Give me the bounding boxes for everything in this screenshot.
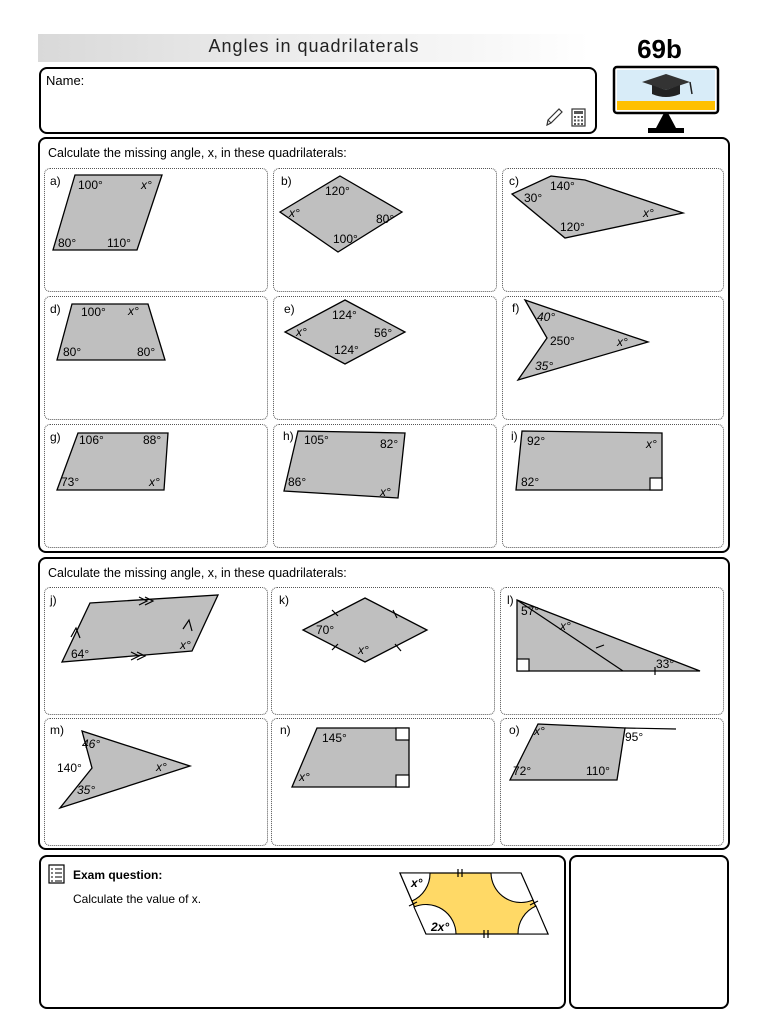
angle-a-1: 100° <box>78 178 103 192</box>
section-1-instruction: Calculate the missing angle, x, in these quadrilaterals: <box>48 146 347 160</box>
angle-i-2: x° <box>646 437 657 451</box>
angle-b-2: x° <box>289 206 300 220</box>
angle-c-3: x° <box>643 206 654 220</box>
angle-g-1: 106° <box>79 433 104 447</box>
angle-h-2: 82° <box>380 437 399 451</box>
label-f: f) <box>512 301 520 315</box>
angle-e-1: 124° <box>332 308 357 322</box>
exam-title: Exam question: <box>73 868 163 882</box>
exam-text: Calculate the value of x. <box>73 892 202 906</box>
page-title: Angles in quadrilaterals <box>208 36 420 56</box>
angle-n-1: 145° <box>322 731 347 745</box>
angle-f-2: 250° <box>550 334 575 348</box>
label-e: e) <box>284 302 295 316</box>
angle-b-3: 80° <box>376 212 395 226</box>
angle-b-4: 100° <box>333 232 358 246</box>
label-l: l) <box>507 593 514 607</box>
label-b: b) <box>281 174 292 188</box>
angle-e-4: 124° <box>334 343 359 357</box>
angle-f-3: x° <box>617 335 628 349</box>
label-k: k) <box>279 593 289 607</box>
angle-k-1: 70° <box>316 623 335 637</box>
angle-h-3: 86° <box>288 475 307 489</box>
section-2-instruction: Calculate the missing angle, x, in these quadrilaterals: <box>48 566 347 580</box>
exam-angle-1: x° <box>411 876 423 890</box>
angle-g-3: 73° <box>61 475 80 489</box>
angle-d-4: 80° <box>137 345 156 359</box>
angle-o-3: 72° <box>513 764 532 778</box>
label-g: g) <box>50 430 61 444</box>
angle-m-2: 140° <box>57 761 82 775</box>
label-n: n) <box>280 723 291 737</box>
angle-o-4: 110° <box>586 764 610 778</box>
angle-d-3: 80° <box>63 345 82 359</box>
angle-d-2: x° <box>128 304 139 318</box>
angle-h-1: 105° <box>304 433 329 447</box>
label-i: i) <box>511 429 518 443</box>
angle-f-4: 35° <box>535 359 554 373</box>
angle-l-3: 33° <box>656 657 675 671</box>
label-c: c) <box>509 174 519 188</box>
angle-h-4: x° <box>380 485 391 499</box>
angle-g-4: x° <box>149 475 160 489</box>
angle-c-2: 30° <box>524 191 543 205</box>
angle-e-2: x° <box>296 325 307 339</box>
angle-a-4: 110° <box>107 236 131 250</box>
angle-l-2: x° <box>560 619 571 633</box>
angle-m-1: 46° <box>82 737 101 751</box>
exam-angle-2: 2x° <box>431 920 450 934</box>
angle-d-1: 100° <box>81 305 106 319</box>
label-a: a) <box>50 174 61 188</box>
angle-m-4: 35° <box>77 783 96 797</box>
worksheet-code: 69b <box>637 34 682 64</box>
angle-a-3: 80° <box>58 236 77 250</box>
label-d: d) <box>50 302 61 316</box>
angle-k-2: x° <box>358 643 369 657</box>
angle-m-3: x° <box>156 760 167 774</box>
angle-j-2: x° <box>180 638 191 652</box>
angle-l-1: 57° <box>521 604 540 618</box>
angle-g-2: 88° <box>143 433 162 447</box>
angle-o-2: 95° <box>625 730 644 744</box>
angle-a-2: x° <box>141 178 152 192</box>
angle-b-1: 120° <box>325 184 350 198</box>
angle-f-1: 40° <box>537 310 556 324</box>
angle-n-2: x° <box>299 770 310 784</box>
label-h: h) <box>283 429 294 443</box>
angle-i-1: 92° <box>527 434 546 448</box>
label-m: m) <box>50 723 64 737</box>
name-label: Name: <box>46 73 85 88</box>
angle-j-1: 64° <box>71 647 90 661</box>
label-j: j) <box>50 593 57 607</box>
angle-o-1: x° <box>534 724 545 738</box>
angle-e-3: 56° <box>374 326 393 340</box>
label-o: o) <box>509 723 520 737</box>
angle-c-1: 140° <box>550 179 575 193</box>
angle-i-3: 82° <box>521 475 540 489</box>
angle-c-4: 120° <box>560 220 585 234</box>
